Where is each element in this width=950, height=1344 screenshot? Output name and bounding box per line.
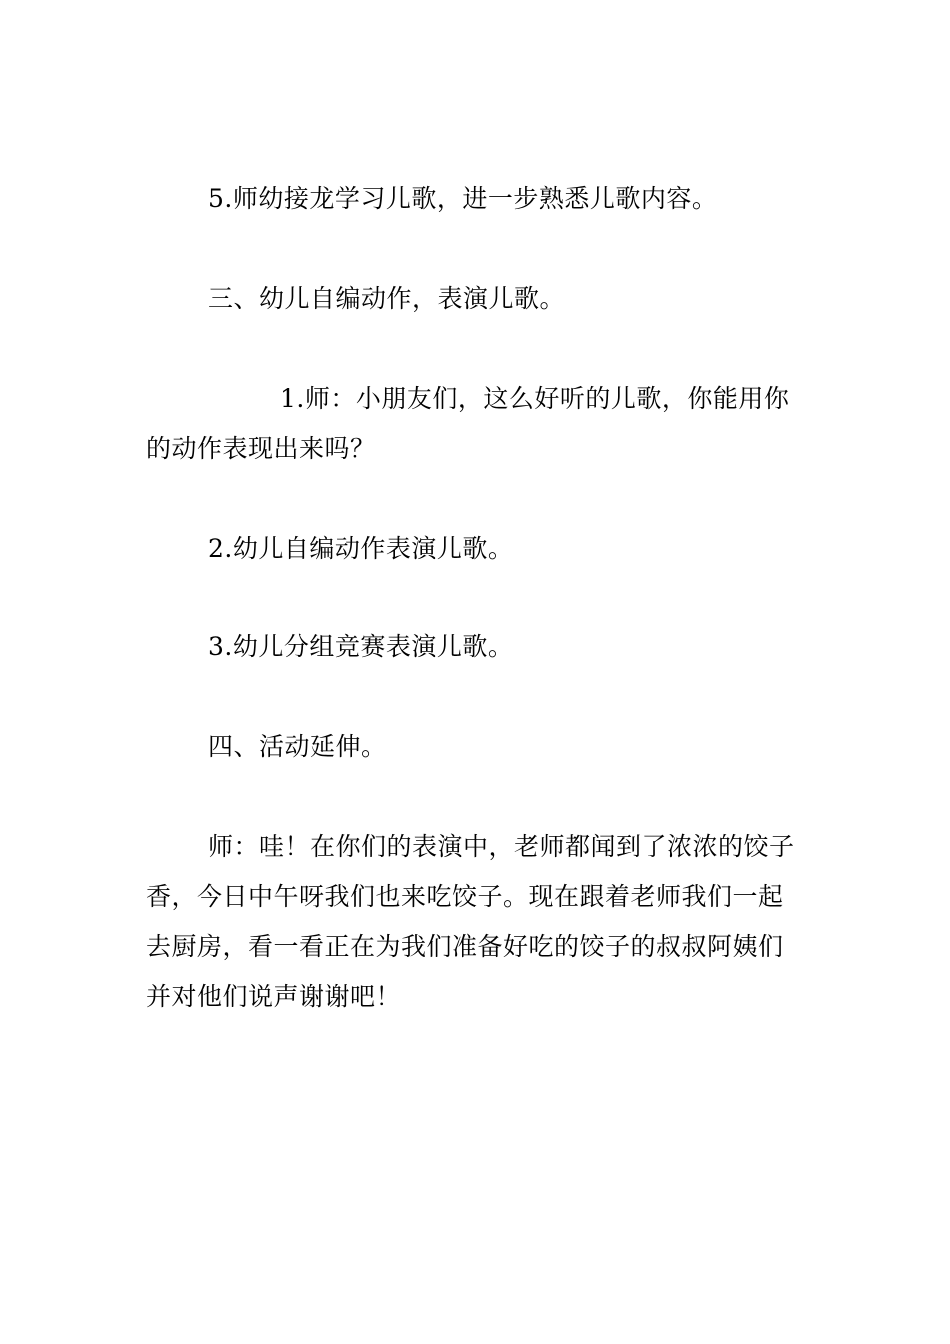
paragraph-step-2: 2.幼儿自编动作表演儿歌。	[208, 534, 514, 563]
paragraph-step-3: 3.幼儿分组竞赛表演儿歌。	[208, 632, 514, 661]
paragraph-step-5: 5.师幼接龙学习儿歌，进一步熟悉儿歌内容。	[208, 184, 718, 213]
heading-section-3: 三、幼儿自编动作，表演儿歌。	[208, 284, 566, 313]
paragraph-step-1: 1.师：小朋友们，这么好听的儿歌，你能用你的动作表现出来吗？	[146, 384, 790, 463]
heading-section-4: 四、活动延伸。	[208, 732, 387, 761]
paragraph-extension: 师：哇！在你们的表演中，老师都闻到了浓浓的饺子香，今日中午呀我们也来吃饺子。现在跟着老师我们一起去厨房，看一看正在为我们准备好吃的饺子的叔叔阿姨们并对他们说声谢谢吧！	[146, 832, 795, 1011]
